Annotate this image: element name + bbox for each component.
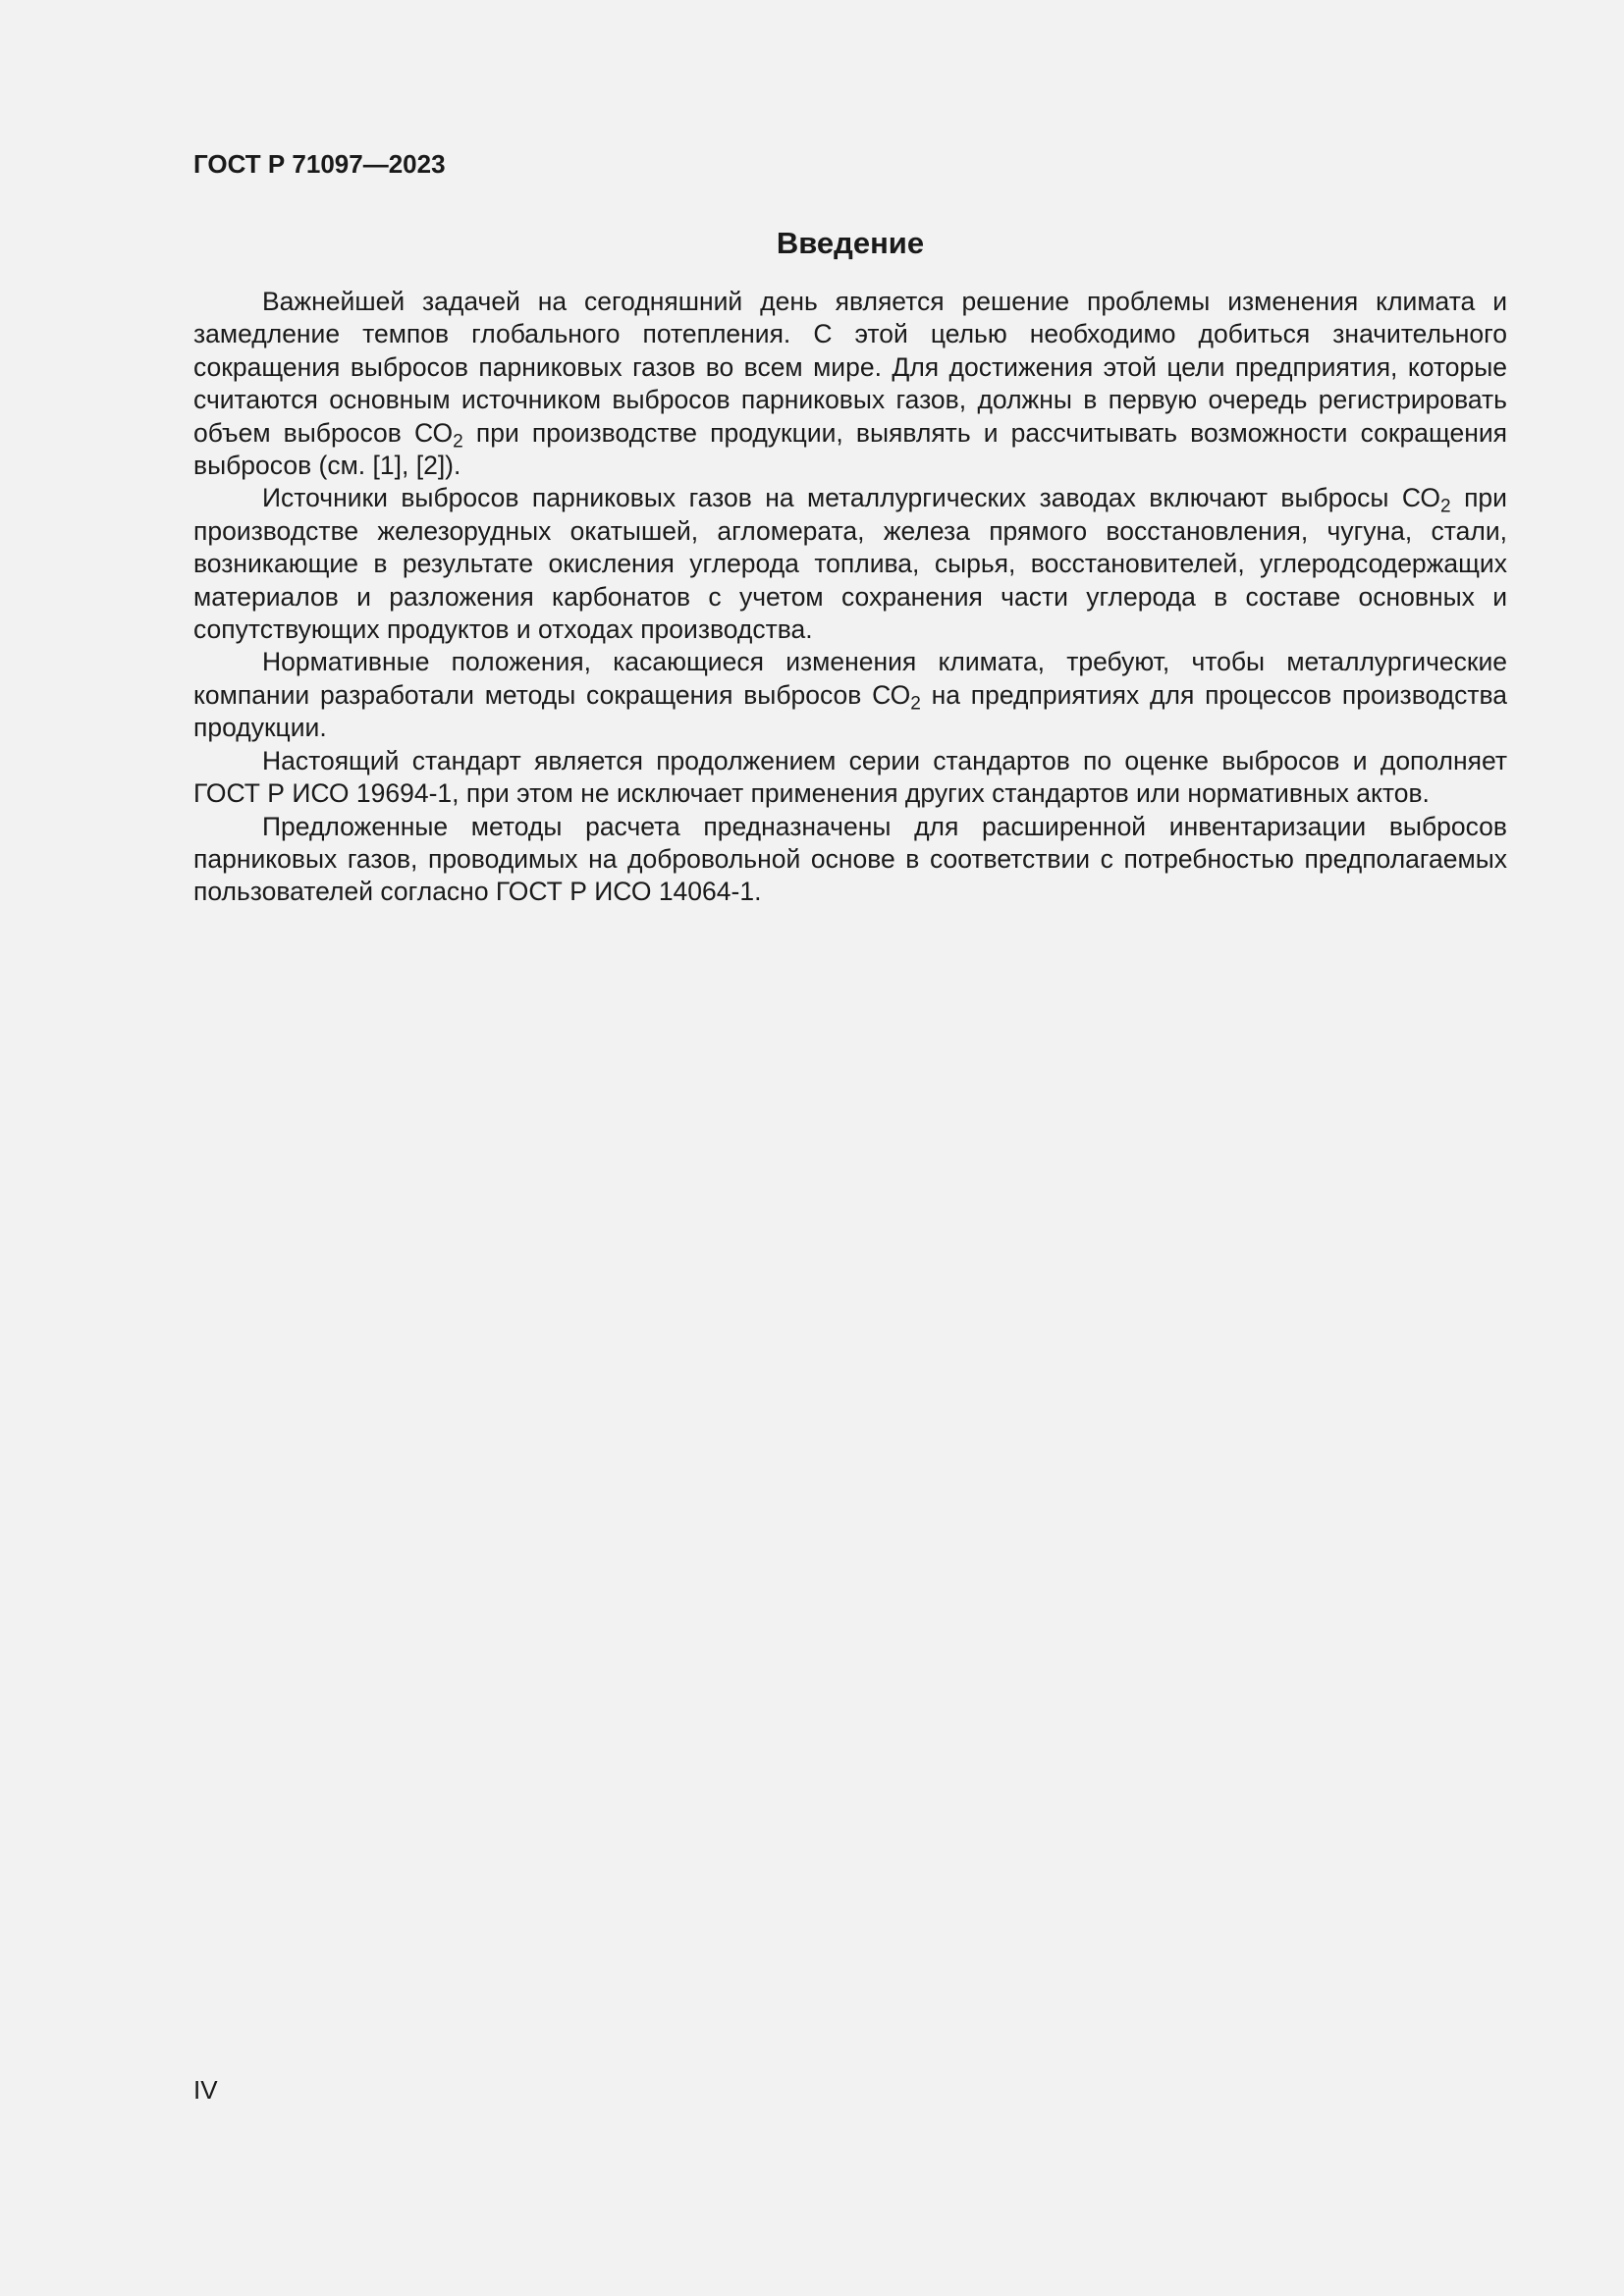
paragraph-text: Важнейшей задачей на сегодняшний день является решение проблемы изменения климата и замедление темпов глобального потепления. С этой целью необходимо добиться значительного сокращения выбросов парниковых газов во всем мире. Для достижения этой цели предприятия, которые считаются основным источником выбросов парниковых газов, должны в первую очередь регистрировать объем выбросов СО [193, 287, 1507, 448]
paragraph-text: Настоящий стандарт является продолжением серии стандартов по оценке выбросов и дополняет ГОСТ Р ИСО 19694-1, при этом не исключает применения других стандартов или нормативных актов. [193, 745, 1507, 809]
paragraph [193, 745, 1507, 811]
section-title: Введение [776, 226, 925, 260]
standard-code-header: ГОСТ Р 71097—2023 [193, 149, 446, 179]
subscript: 2 [1440, 496, 1451, 517]
paragraph-text: при производстве продукции, выявлять и рассчитывать возможности сокращения выбросов (см. [1], [2]). [193, 417, 1507, 481]
paragraph [193, 482, 1507, 646]
paragraph [193, 646, 1507, 744]
subscript: 2 [910, 693, 921, 715]
paragraph-text: Предложенные методы расчета предназначены для расширенной инвентаризации выбросов парниковых газов, проводимых на добровольной основе в соответствии с потребностью предполагаемых пользователей согласно ГОСТ Р ИСО 14064-1. [193, 811, 1507, 907]
paragraph [193, 811, 1507, 909]
paragraph-text: на предприятиях для процессов производства продукции. [193, 679, 1507, 743]
paragraph [193, 286, 1507, 482]
section-body [193, 286, 1507, 909]
subscript: 2 [453, 430, 463, 452]
paragraph-text: при производстве железорудных окатышей, агломерата, железа прямого восстановления, чугуна, стали, возникающие в результате окисления углерода топлива, сырья, восстановителей, углеродсодержащих материалов и разложения карбонатов с учетом сохранения части углерода в составе основных и сопутствующих продуктов и отходах производства. [193, 483, 1507, 645]
paragraph-text: Источники выбросов парниковых газов на металлургических заводах включают выбросы СО [262, 483, 1441, 513]
paragraph-text: Нормативные положения, касающиеся изменения климата, требуют, чтобы металлургические компании разработали методы сокращения выбросов СО [193, 647, 1507, 710]
page-number: IV [193, 2075, 218, 2105]
